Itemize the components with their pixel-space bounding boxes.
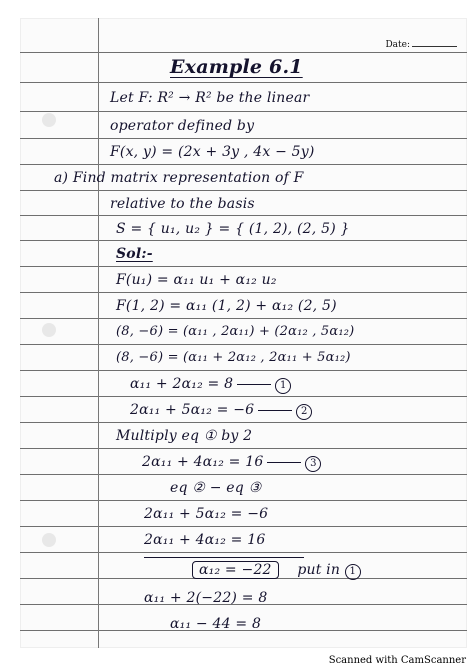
boxed-result: α₁₂ = −22 xyxy=(192,561,279,579)
ruled-line xyxy=(20,422,467,423)
binder-hole xyxy=(42,113,56,127)
ruled-line xyxy=(20,111,467,112)
ruled-line xyxy=(20,190,467,191)
ruled-line xyxy=(20,370,467,371)
ruled-line xyxy=(20,474,467,475)
result-row xyxy=(192,562,361,580)
handwritten-line: 2α₁₁ + 5α₁₂ = −6 xyxy=(144,506,269,522)
date-field xyxy=(385,40,457,50)
example-title: Example 6.1 xyxy=(170,56,303,78)
handwritten-line: eq ② − eq ③ xyxy=(170,480,262,496)
ruled-line xyxy=(20,318,467,319)
dash-line xyxy=(237,384,271,385)
handwritten-line: α₁₁ + 2(−22) = 8 xyxy=(144,590,268,606)
dash-line xyxy=(258,410,292,411)
ruled-line xyxy=(20,138,467,139)
equation-1 xyxy=(130,376,291,394)
handwritten-line: F(1, 2) = α₁₁ (1, 2) + α₁₂ (2, 5) xyxy=(116,298,337,314)
solution-heading: Sol:- xyxy=(116,246,153,262)
date-label: Date: xyxy=(385,40,410,50)
circled-number: 2 xyxy=(296,404,312,420)
ruled-line xyxy=(20,82,467,83)
handwritten-line: F(x, y) = (2x + 3y , 4x − 5y) xyxy=(110,144,315,160)
ruled-line xyxy=(20,215,467,216)
handwritten-line: S = { u₁, u₂ } = { (1, 2), (2, 5) } xyxy=(116,221,350,237)
subtraction-line xyxy=(144,557,304,558)
handwritten-line: Multiply eq ① by 2 xyxy=(116,428,253,444)
ruled-line xyxy=(20,266,467,267)
handwritten-line: (8, −6) = (α₁₁ + 2α₁₂ , 2α₁₁ + 5α₁₂) xyxy=(116,350,351,365)
equation-2 xyxy=(130,402,312,420)
equation-text: 2α₁₁ + 5α₁₂ = −6 xyxy=(130,402,255,418)
equation-text: α₁₁ + 2α₁₂ = 8 xyxy=(130,376,234,392)
binder-hole xyxy=(42,533,56,547)
ruled-line xyxy=(20,396,467,397)
equation-3 xyxy=(142,454,321,472)
circled-number: 1 xyxy=(345,564,361,580)
handwritten-line: a) Find matrix representation of F xyxy=(54,170,304,186)
scanner-watermark: Scanned with CamScanner xyxy=(328,655,466,666)
put-in-text: put in xyxy=(297,562,341,578)
binder-hole xyxy=(42,323,56,337)
circled-number: 1 xyxy=(275,378,291,394)
handwritten-line: Let F: R² → R² be the linear xyxy=(110,90,310,106)
circled-number: 3 xyxy=(305,456,321,472)
handwritten-line: (8, −6) = (α₁₁ , 2α₁₁) + (2α₁₂ , 5α₁₂) xyxy=(116,324,355,339)
handwritten-line: α₁₁ − 44 = 8 xyxy=(170,616,262,632)
ruled-line xyxy=(20,552,467,553)
ruled-line xyxy=(20,164,467,165)
ruled-line xyxy=(20,52,467,53)
margin-line xyxy=(98,18,99,648)
ruled-line xyxy=(20,292,467,293)
date-underline xyxy=(412,46,457,47)
handwritten-line: F(u₁) = α₁₁ u₁ + α₁₂ u₂ xyxy=(116,272,277,288)
handwritten-line: 2α₁₁ + 4α₁₂ = 16 xyxy=(144,532,266,548)
equation-text: 2α₁₁ + 4α₁₂ = 16 xyxy=(142,454,264,470)
ruled-line xyxy=(20,240,467,241)
ruled-line xyxy=(20,500,467,501)
ruled-line xyxy=(20,526,467,527)
ruled-line xyxy=(20,448,467,449)
dash-line xyxy=(267,462,301,463)
notebook-page xyxy=(20,18,467,648)
handwritten-line: operator defined by xyxy=(110,118,255,134)
ruled-line xyxy=(20,344,467,345)
handwritten-line: relative to the basis xyxy=(110,196,255,212)
